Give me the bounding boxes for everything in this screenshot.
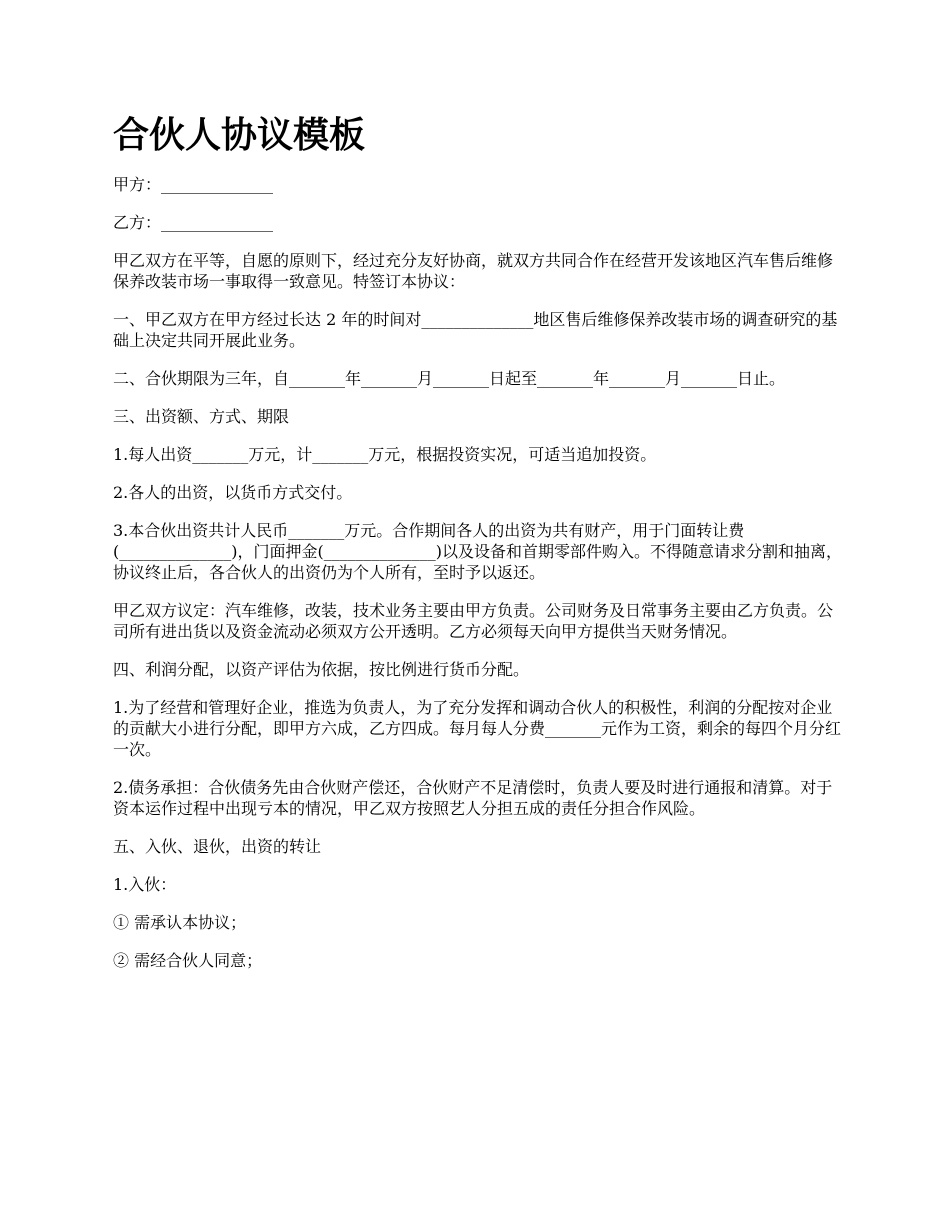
- paragraph: 甲方：______________: [113, 175, 274, 194]
- paragraph: ② 需经合伙人同意；: [113, 951, 263, 970]
- paragraph: 1.为了经营和管理好企业，推选为负责人，为了充分发挥和调动合伙人的积极性，利润的分配按对企业的贡献大小进行分配，即甲方六成，乙方四成。每月每人分费_______元作为工资，剩余的每四个月分红一次。: [113, 698, 842, 759]
- paragraph: 五、入伙、退伙，出资的转让: [113, 837, 322, 856]
- paragraph: 四、利润分配，以资产评估为依据，按比例进行货币分配。: [113, 660, 530, 679]
- paragraph: 甲乙双方议定：汽车维修，改装，技术业务主要由甲方负责。公司财务及日常事务主要由乙方负责。公司所有进出货以及资金流动必须双方公开透明。乙方必须每天向甲方提供当天财务情况。: [113, 601, 834, 641]
- paragraph: 2.各人的出资，以货币方式交付。: [113, 483, 353, 502]
- paragraph: 1.入伙：: [113, 875, 177, 894]
- paragraph: ① 需承认本协议；: [113, 913, 247, 932]
- paragraph: 一、甲乙双方在甲方经过长达 2 年的时间对______________地区售后维修保养改装市场的调查研究的基础上决定共同开展此业务。: [113, 310, 838, 350]
- document-page: [113, 112, 843, 988]
- paragraph: 1.每人出资_______万元，计_______万元，根据投资实况，可适当追加投资。: [113, 445, 657, 464]
- document-body: [113, 174, 843, 971]
- paragraph: 甲乙双方在平等，自愿的原则下，经过充分友好协商，就双方共同合作在经营开发该地区汽车售后维修保养改装市场一事取得一致意见。特签订本协议：: [113, 251, 834, 291]
- document-title: 合伙人协议模板: [113, 115, 366, 156]
- paragraph: 二、合伙期限为三年，自_______年_______月_______日起至_______年_______月_______日止。: [113, 369, 786, 388]
- paragraph: 乙方：______________: [113, 213, 274, 232]
- paragraph: 2.债务承担：合伙债务先由合伙财产偿还，合伙财产不足清偿时，负责人要及时进行通报和清算。对于资本运作过程中出现亏本的情况，甲乙双方按照艺人分担五成的责任分担合作风险。: [113, 778, 833, 818]
- paragraph: 三、出资额、方式、期限: [113, 407, 290, 426]
- paragraph: 3.本合伙出资共计人民币_______万元。合作期间各人的出资为共有财产，用于门面转让费(______________)，门面押金(______________)以及设备和首期零部件购入。不得随意请求分割和抽离，协议终止后，各合伙人的出资仍为个人所有，至时予以返还。: [113, 521, 842, 582]
